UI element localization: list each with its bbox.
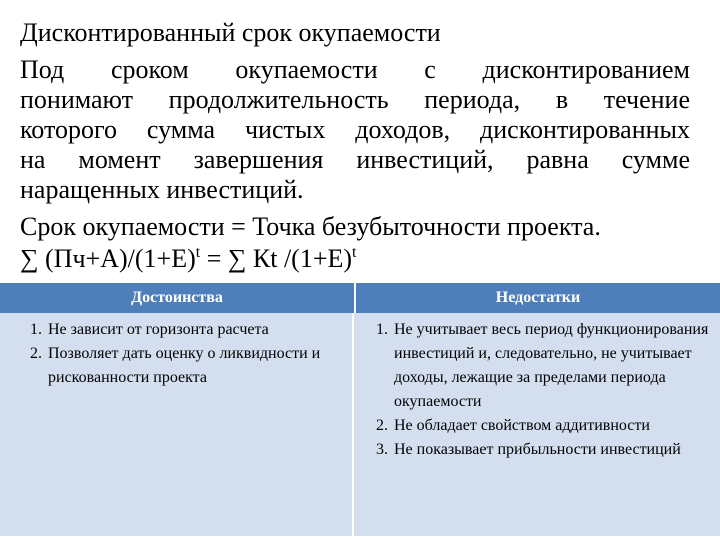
formula-right: = ∑ Кt /(1+Е) [200, 244, 353, 273]
formula-right-exponent: t [352, 244, 357, 261]
disadvantages-header: Недостатки [356, 283, 720, 313]
disadvantages-list [368, 318, 718, 462]
disadvantage-item: 1. Не учитывает весь период функционирования инвестиций и, следовательно, не учитывает доходы, лежащие за пределами периода окупаемости [392, 318, 718, 414]
advantage-item: 2. Позволяет дать оценку о ликвидности и рискованности проекта [46, 342, 352, 390]
payback-formula [20, 244, 357, 274]
advantages-cell [0, 313, 354, 536]
disadvantages-cell [354, 313, 718, 536]
disadvantage-item: 3. Не показывает прибыльности инвестиций [392, 438, 718, 462]
advantages-list [22, 318, 352, 390]
payback-equation-text: Срок окупаемости = Точка безубыточности проекта. [20, 212, 601, 241]
pros-cons-table [0, 283, 720, 536]
table-body-row [0, 313, 720, 536]
formula-left-exponent: t [195, 244, 201, 261]
slide-title: Дисконтированный срок окупаемости [20, 18, 441, 47]
disadvantage-item: 2. Не обладает свойством аддитивности [392, 414, 718, 438]
definition-line: на момент завершения инвестиций, равна сумме [20, 145, 690, 174]
definition-line: наращенных инвестиций. [20, 175, 304, 204]
advantages-header: Достоинства [0, 283, 356, 313]
definition-paragraph [20, 55, 690, 205]
table-header-row [0, 283, 720, 313]
formula-left: ∑ (Пч+А)/(1+Е) [20, 244, 196, 273]
definition-line: Под сроком окупаемости с дисконтированием [20, 55, 690, 84]
definition-line: которого сумма чистых доходов, дисконтированных [20, 115, 690, 144]
definition-line: понимают продолжительность периода, в течение [20, 85, 690, 114]
advantage-item: 1. Не зависит от горизонта расчета [46, 318, 352, 342]
